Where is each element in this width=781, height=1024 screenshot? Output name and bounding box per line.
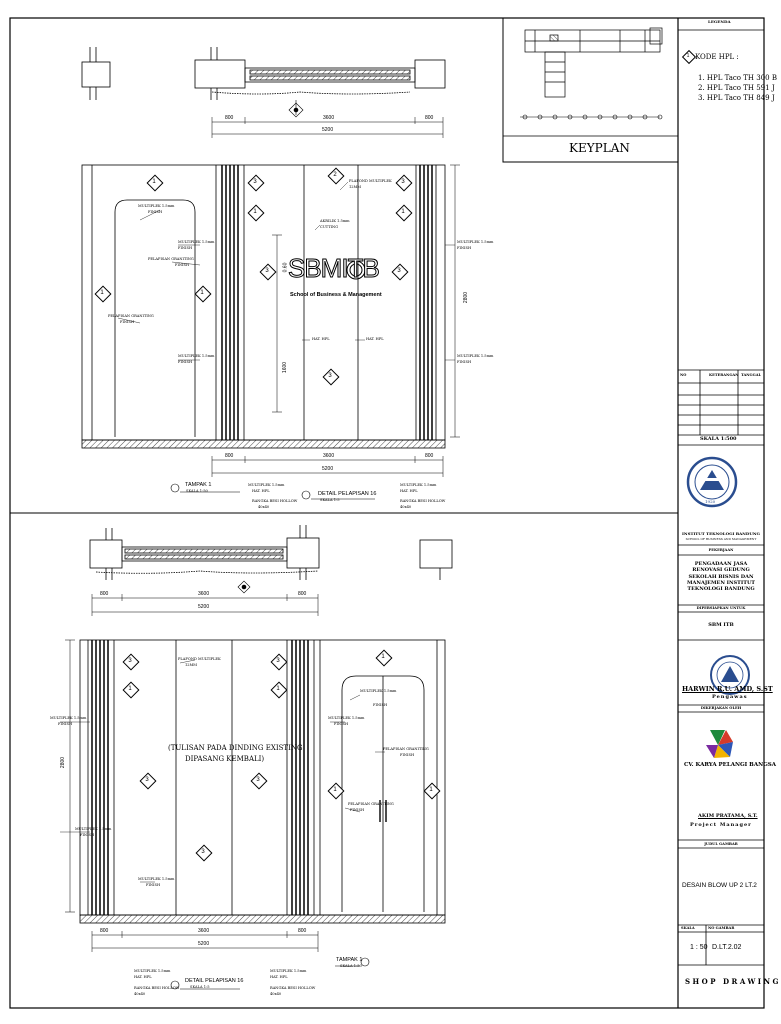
v1-tag-1d-num: 1 <box>253 209 257 215</box>
legend-item-2: 2. HPL Taco TH 591 J <box>698 84 775 92</box>
view2-plan <box>90 525 452 580</box>
institute-line1: INSTITUT TEKNOLOGI BANDUNG <box>682 531 760 536</box>
v2-height-dim: 2800 <box>60 756 67 769</box>
v2-tag-1b-num: 1 <box>276 686 280 692</box>
legend-item-3: 3. HPL Taco TH 849 J <box>698 94 775 102</box>
drawing-type: SHOP DRAWING <box>685 977 781 986</box>
contractor-logo <box>706 730 733 758</box>
v1-plan-dim-2: 3600 <box>323 115 335 121</box>
contractor-label: DIKERJAKAN OLEH <box>700 706 742 710</box>
v1-elev-dim-1: 800 <box>225 453 234 459</box>
view1-elevation <box>82 165 445 448</box>
pm-role: Project Manager <box>690 822 752 828</box>
project-label: PEKERJAAN <box>708 548 734 552</box>
v1-height-dim: 2800 <box>463 291 470 304</box>
v2-note-hpl-a: HAT. HPL <box>134 975 152 979</box>
v1-note-multiplek-g: MULTIPLEK 1.5mm <box>400 483 437 487</box>
v2-tag-1a-num: 1 <box>128 686 132 692</box>
v2-note-multiplek-b: MULTIPLEK 1.5mm <box>75 827 112 831</box>
v1-tag-1a-num: 1 <box>152 179 156 185</box>
v2-tag-1c-num: 1 <box>333 787 337 793</box>
supervisor-role: Pengawas <box>712 694 748 700</box>
v1-note-hpl-a: HAT. HPL <box>312 337 330 341</box>
v1-note-akrilik-sub: CUTTING <box>320 225 339 229</box>
legend-label: LEGENDA <box>708 19 731 24</box>
owner-label: DIPERSIAPKAN UNTUK <box>696 606 746 610</box>
rev-col-tanggal: TANGGAL <box>741 373 762 377</box>
view1-plan <box>82 47 445 100</box>
v2-note-multiplek-a-sub: FINISH <box>58 722 73 726</box>
v1-note-pelapisan-b-sub: FINISH <box>120 320 135 324</box>
v1-tag-2a-num: 2 <box>333 172 337 178</box>
owner-text: SBM ITB <box>708 622 734 628</box>
v1-note-rangka-b: RANGKA BESI HOLLOW <box>400 499 446 503</box>
v1-tag-3c-num: 3 <box>328 373 332 379</box>
v1-plan-dim-1: 800 <box>225 115 234 121</box>
v1-note-rangka-a: RANGKA BESI HOLLOW <box>252 499 298 503</box>
v2-note-multiplek-d-sub: FINISH <box>334 722 349 726</box>
v1-note-rangka-a-sub: 40x40 <box>258 505 270 509</box>
v2-note-pelapisan-b: PELAPISAN GRANITING <box>348 802 394 806</box>
v2-note-multiplek-e: MULTIPLEK 1.5mm <box>360 689 397 693</box>
v2-note-multiplek-c: MULTIPLEK 1.5mm <box>138 877 175 881</box>
v2-note-multiplek-a: MULTIPLEK 1.5mm <box>50 716 87 720</box>
v1-tag-3d-num: 3 <box>401 179 405 185</box>
v1-note-multiplek-d-sub: FINISH <box>457 246 472 250</box>
v1-elev-total: 5200 <box>322 466 334 472</box>
project-text: PENGADAAN JASA RENOVASI GEDUNG SEKOLAH BISNIS DAN MANAJEMEN INSTITUT TEKNOLOGI BANDUNG <box>686 561 756 592</box>
supervisor-name: HARWIN R.U. AMD, S.ST <box>682 685 773 693</box>
v1-logo-text: SBMITB <box>288 253 379 283</box>
v1-tag-3b-num: 3 <box>265 268 269 274</box>
v2-note-multiplek-e-sub: FINISH <box>373 703 388 707</box>
drawing-label: JUDUL GAMBAR <box>704 842 738 846</box>
v1-elev-dim-3: 800 <box>425 453 434 459</box>
v2-note-multiplek-f: MULTIPLEK 1.5mm <box>134 969 171 973</box>
v1-note-hpl-b: HAT. HPL <box>366 337 384 341</box>
v1-note-pelapisan-a-sub: FINISH <box>175 263 190 267</box>
v2-note-plafond-sub: 12MM <box>185 663 197 667</box>
v2-note-multiplek-b-sub: FINISH <box>80 833 95 837</box>
v2-detail-sub: SKALA 1:5 <box>190 985 210 989</box>
v2-plan-dim-1: 800 <box>100 591 109 597</box>
v2-note-multiplek-c-sub: FINISH <box>146 883 161 887</box>
v2-note-plafond: PLAFOND MULTIPLEK <box>178 657 221 661</box>
rev-col-keterangan: KETERANGAN <box>709 373 739 377</box>
v1-tag-1e-num: 1 <box>401 209 405 215</box>
v1-tampak: TAMPAK 1 <box>185 482 212 488</box>
v2-tag-1d-num: 1 <box>381 654 385 660</box>
v2-note-pelapisan-a: PELAPISAN GRANITING <box>383 747 429 751</box>
drawing-scale-label: SKALA <box>681 926 695 930</box>
v1-tampak-sub: SKALA 1:50 <box>186 489 208 493</box>
v1-note-plafond: PLAFOND MULTIPLEK <box>349 179 392 183</box>
v2-plan-total: 5200 <box>198 604 210 610</box>
v1-note-hpl-d: HAT. HPL <box>400 489 418 493</box>
v1-note-akrilik: AKRILIK 1.5mm <box>320 219 350 223</box>
v2-tampak-sub: SKALA 1:50 <box>340 964 362 968</box>
v2-plan-dim-2: 3600 <box>198 591 210 597</box>
institute-year: 1920 <box>705 499 716 504</box>
v1-note-pelapisan-a: PELAPISAN GRANITING <box>148 257 194 261</box>
v2-note-pelapisan-b-sub: FINISH <box>350 808 365 812</box>
legend-item-1: 1. HPL Taco TH 300 B <box>698 74 777 82</box>
drawing-scale: 1 : 50 <box>690 944 708 951</box>
v2-tag-3b-num: 3 <box>145 777 149 783</box>
v1-tag-3e-num: 3 <box>397 268 401 274</box>
v2-plan-dim-3: 800 <box>298 591 307 597</box>
v1-logo-height: 0.60 <box>282 262 289 273</box>
v1-note-multiplek-e: MULTIPLEK 1.5mm <box>457 354 494 358</box>
v1-note-plafond-sub: 12MM <box>349 185 361 189</box>
view1-plan-marker <box>289 100 303 117</box>
v1-elev-dim-2: 3600 <box>323 453 335 459</box>
v1-plan-dim-3: 800 <box>425 115 434 121</box>
v1-note-multiplek-d: MULTIPLEK 1.5mm <box>457 240 494 244</box>
rev-col-no: NO <box>680 373 687 377</box>
v2-note-rangka-b: RANGKA BESI HOLLOW <box>270 986 316 990</box>
v1-note-multiplek-a: MULTIPLEK 1.5mm <box>138 204 175 208</box>
v2-tag-1e-num: 1 <box>429 787 433 793</box>
v1-note-rangka-b-sub: 40x40 <box>400 505 412 509</box>
v1-note-multiplek-b: MULTIPLEK 1.5mm <box>178 240 215 244</box>
v1-detail: DETAIL PELAPISAN 16 <box>318 491 377 497</box>
institute-line2: SCHOOL OF BUSINESS AND MANAGEMENT <box>685 537 757 541</box>
v1-note-multiplek-b-sub: FINISH <box>178 246 193 250</box>
v1-tag-3a-num: 3 <box>253 179 257 185</box>
v2-note-multiplek-g: MULTIPLEK 1.5mm <box>270 969 307 973</box>
v1-detail-sub: SKALA 1:5 <box>320 498 340 502</box>
v2-tag-3d-num: 3 <box>256 777 260 783</box>
v2-tag-3a-num: 3 <box>128 658 132 664</box>
drawing-number: D.LT.2.02 <box>712 944 742 951</box>
v1-tag-1b-num: 1 <box>100 290 104 296</box>
v2-wall-text-1: (TULISAN PADA DINDING EXISTING <box>168 744 303 752</box>
v1-inner-height: 1600 <box>282 361 289 374</box>
v2-note-rangka-a-sub: 40x40 <box>134 992 146 996</box>
v2-elev-total: 5200 <box>198 941 210 947</box>
v1-tag-1c-num: 1 <box>200 290 204 296</box>
v1-note-hpl-c: HAT. HPL <box>252 489 270 493</box>
scale-caption: SKALA 1:500 <box>700 436 737 442</box>
legend-diamond-num: 1 <box>686 53 690 59</box>
v2-note-multiplek-d: MULTIPLEK 1.5mm <box>328 716 365 720</box>
keyplan-axis-markers <box>520 115 662 119</box>
v1-note-pelapisan-b: PELAPISAN GRANITING <box>108 314 154 318</box>
v2-note-rangka-b-sub: 40x40 <box>270 992 282 996</box>
v2-note-rangka-a: RANGKA BESI HOLLOW <box>134 986 180 990</box>
v1-note-multiplek-c-sub: FINISH <box>178 360 193 364</box>
v1-note-multiplek-e-sub: FINISH <box>457 360 472 364</box>
drawing-title: DESAIN BLOW UP 2 LT.2 <box>682 882 757 889</box>
keyplan-title: KEYPLAN <box>569 141 630 155</box>
drawing-sheet-label: NO GAMBAR <box>708 926 735 930</box>
legend-kode-label: KODE HPL : <box>695 53 739 61</box>
v2-tag-3c-num: 3 <box>201 849 205 855</box>
v2-note-pelapisan-a-sub: FINISH <box>400 753 415 757</box>
v2-elev-dim-3: 800 <box>298 928 307 934</box>
v2-detail: DETAIL PELAPISAN 16 <box>185 978 244 984</box>
v2-tampak: TAMPAK 1 <box>336 957 363 963</box>
keyplan-sketch <box>525 28 662 97</box>
v2-note-hpl-b: HAT. HPL <box>270 975 288 979</box>
v1-logo-sub: School of Business & Management <box>290 292 382 298</box>
pm-name: AKIM PRATAMA, S.T. <box>698 813 758 819</box>
v2-elev-dim-2: 3600 <box>198 928 210 934</box>
v1-note-multiplek-a-sub: FINISH <box>148 210 163 214</box>
v1-note-multiplek-c: MULTIPLEK 1.5mm <box>178 354 215 358</box>
v1-note-multiplek-f: MULTIPLEK 1.5mm <box>248 483 285 487</box>
v1-plan-total: 5200 <box>322 127 334 133</box>
v2-elev-dim-1: 800 <box>100 928 109 934</box>
v2-tag-3e-num: 3 <box>276 658 280 664</box>
contractor-name: CV. KARYA PELANGI BANGSA <box>684 762 777 768</box>
v2-wall-text-2: DIPASANG KEMBALI) <box>185 755 265 763</box>
